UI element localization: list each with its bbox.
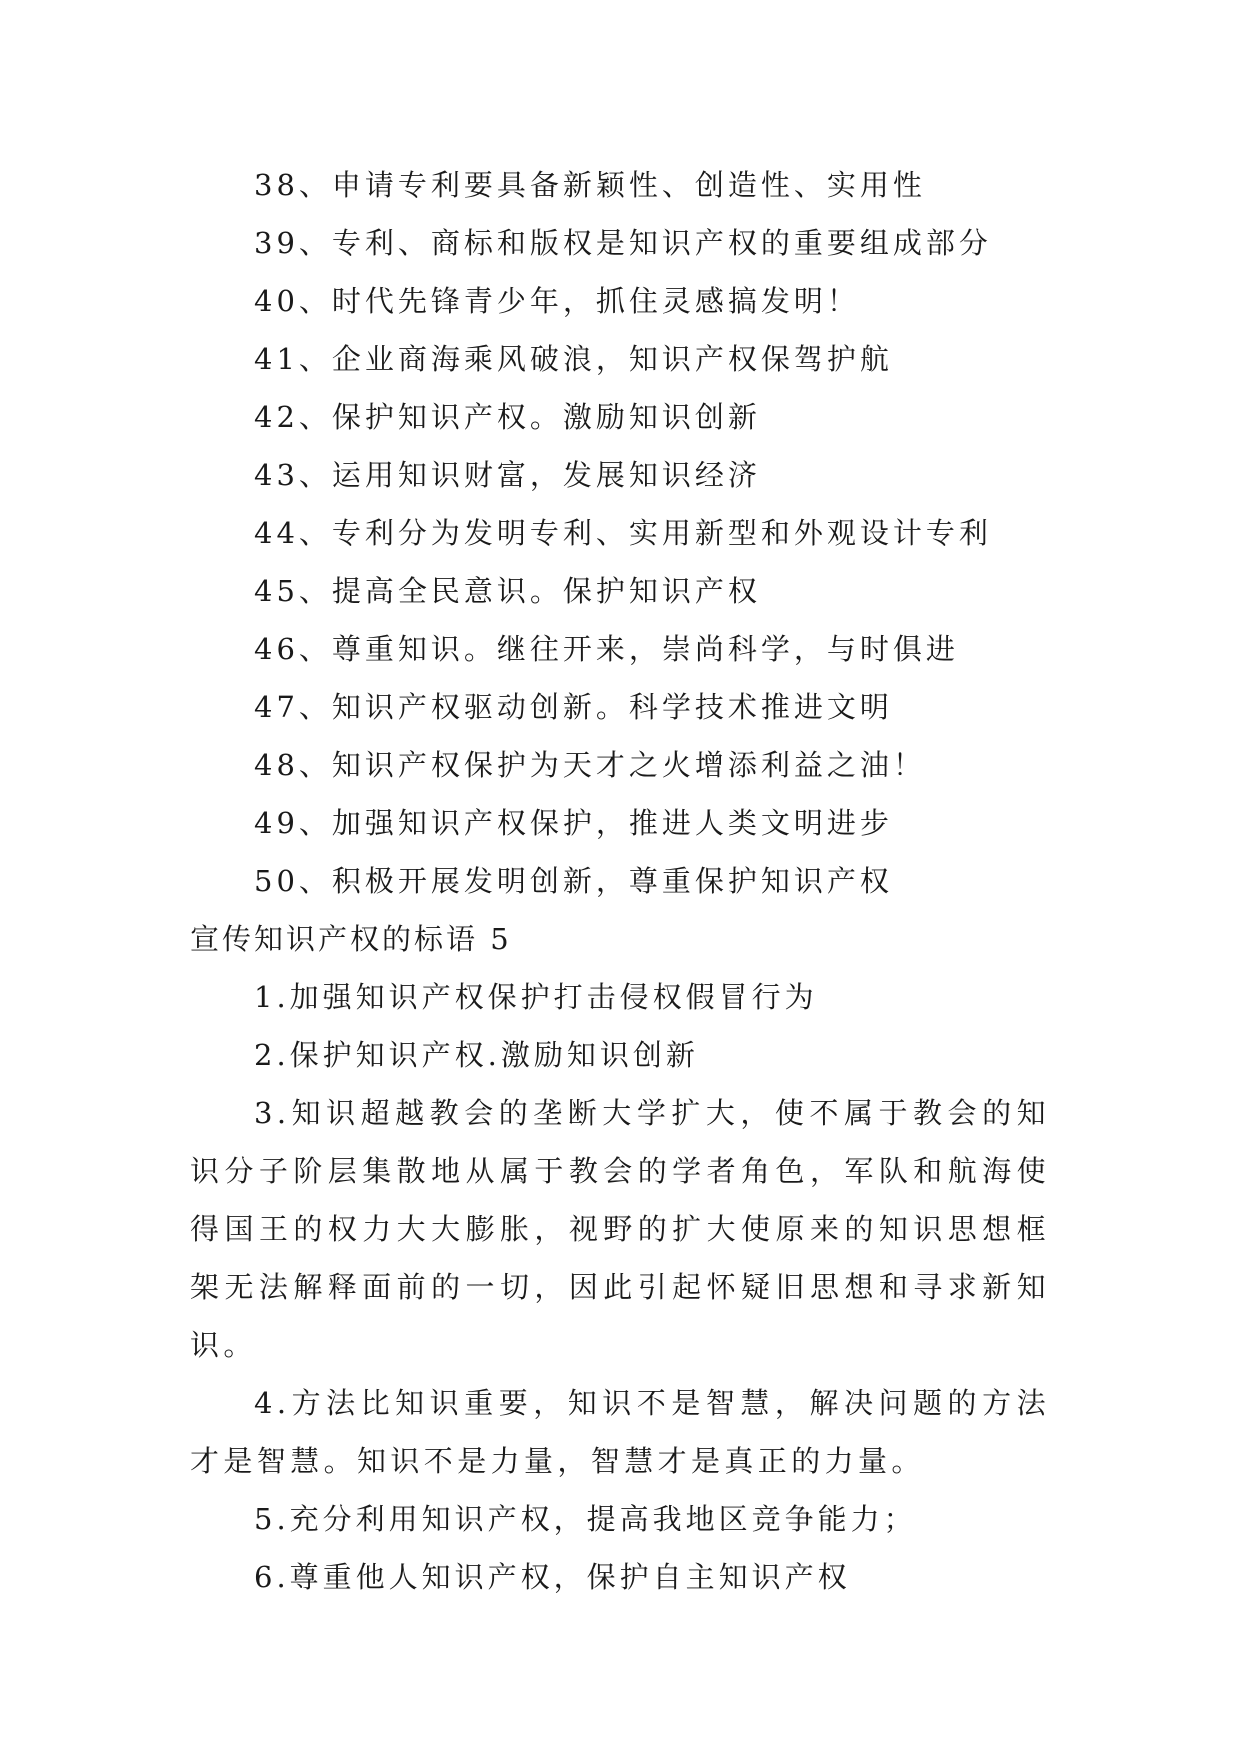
list-item: 48、知识产权保护为天才之火增添利益之油！ (254, 748, 926, 782)
list-item: 44、专利分为发明专利、实用新型和外观设计专利 (254, 516, 992, 550)
list-item: 2.保护知识产权.激励知识创新 (254, 1038, 699, 1072)
paragraph: 3.知识超越教会的垄断大学扩大，使不属于教会的知识分子阶层集散地从属于教会的学者角色，军队和航海使得国王的权力大大膨胀，视野的扩大使原来的知识思想框架无法解释面前的一切，因此引起怀疑旧思想和寻求新知识。 (190, 1096, 1050, 1362)
list-item: 1.加强知识产权保护打击侵权假冒行为 (254, 980, 818, 1014)
list-item: 45、提高全民意识。保护知识产权 (254, 574, 761, 608)
list-item: 50、积极开展发明创新，尊重保护知识产权 (254, 864, 893, 898)
list-item: 40、时代先锋青少年，抓住灵感搞发明！ (254, 284, 860, 318)
list-item: 6.尊重他人知识产权，保护自主知识产权 (254, 1560, 851, 1594)
list-item: 49、加强知识产权保护，推进人类文明进步 (254, 806, 893, 840)
document-body (190, 156, 1050, 1606)
list-item: 46、尊重知识。继往开来，崇尚科学，与时俱进 (254, 632, 959, 666)
list-item: 42、保护知识产权。激励知识创新 (254, 400, 761, 434)
paragraph: 4.方法比知识重要，知识不是智慧，解决问题的方法才是智慧。知识不是力量，智慧才是真正的力量。 (190, 1386, 1050, 1478)
section-heading: 宣传知识产权的标语 5 (190, 922, 512, 956)
list-item: 47、知识产权驱动创新。科学技术推进文明 (254, 690, 893, 724)
list-item: 39、专利、商标和版权是知识产权的重要组成部分 (254, 226, 992, 260)
list-item: 41、企业商海乘风破浪，知识产权保驾护航 (254, 342, 893, 376)
list-item: 43、运用知识财富，发展知识经济 (254, 458, 761, 492)
list-item: 5.充分利用知识产权，提高我地区竞争能力； (254, 1502, 917, 1536)
list-item: 38、申请专利要具备新颖性、创造性、实用性 (254, 168, 926, 202)
